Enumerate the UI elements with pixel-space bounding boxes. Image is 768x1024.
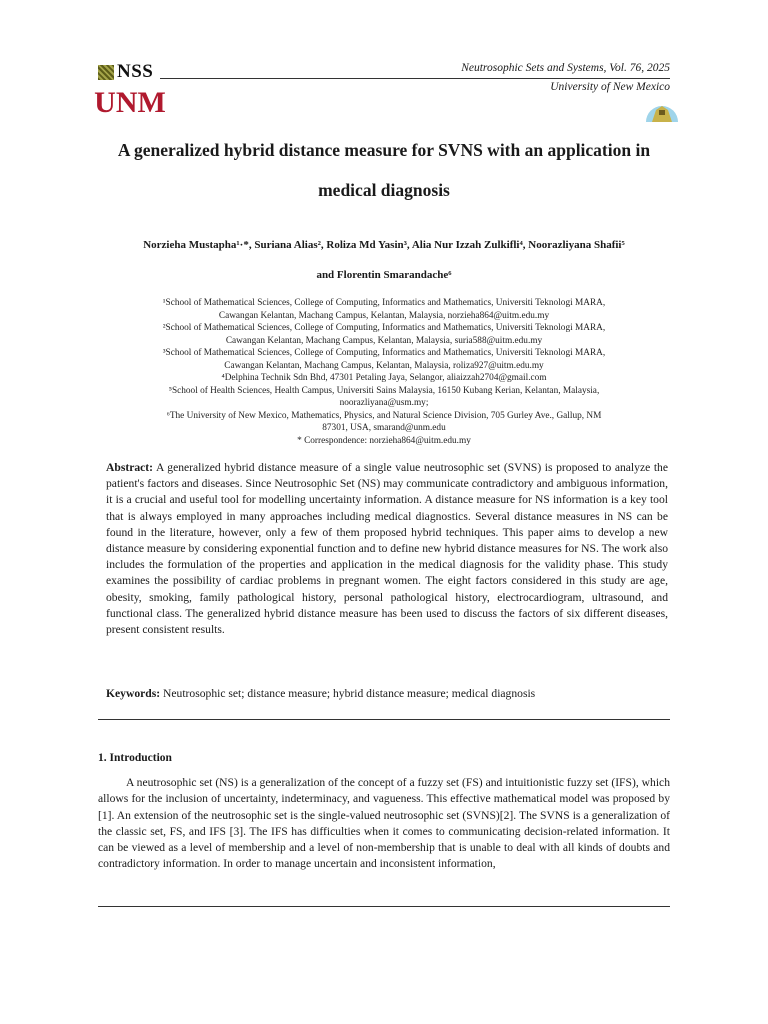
keywords-label: Keywords:: [106, 687, 161, 700]
neutrosophic-emblem-icon: [644, 96, 680, 122]
abstract: [106, 460, 668, 638]
section-heading: 1. Introduction: [98, 752, 172, 764]
introduction-text: A neutrosophic set (NS) is a generalization of the concept of a fuzzy set (FS) and intuitionistic fuzzy set (IFS), which allows for the inclusion of uncertainty, indeterminacy, and vagueness. This effective mathematical model was proposed by [1]. An extension of the neutrosophic set is the single-valued neutrosophic set (SVNS)[2]. The SVNS is a generalization of the classic set, FS, and IFS [3]. The IFS has difficulties when it comes to communicating decision-related information. It can be viewed as a level of membership and a level of non-membership that is unable to deal with all kinds of doubts and contradictory information. In order to manage uncertain and inconsistent information,: [98, 776, 670, 871]
affiliation-line: Cawangan Kelantan, Machang Campus, Kelantan, Malaysia, norzieha864@uitm.edu.my: [218, 310, 550, 321]
nss-logo: [98, 61, 153, 83]
affiliation-line: Cawangan Kelantan, Machang Campus, Kelantan, Malaysia, suria588@uitm.edu.my: [225, 335, 543, 346]
footer-rule: [98, 906, 670, 907]
keywords: [106, 686, 668, 702]
affiliation-line: ⁴Delphina Technik Sdn Bhd, 47301 Petaling Jaya, Selangor, aliaizzah2704@gmail.com: [221, 373, 547, 383]
abstract-text: A generalized hybrid distance measure of a single value neutrosophic set (SVNS) is proposed to analyze the patient's factors and diseases. Since Neutrosophic Set (NS) may communicate contradictory and ambiguous information, it is a crucial and useful tool for modelling uncertainty information. A distance measure for NS information is a key tool that is always employed in many approaches including medical diagnostics. Several distance measures in NS can be found in the literature, however, only a few of them proposed hybrid techniques. This paper aims to develop a new distance measure by considering exponential function and to define new hybrid distance measures for NS. The work also includes the formulation of the properties and application in the medical diagnosis for the validity phase. This study examines the possibility of cardiac problems in pregnant women. The eight factors considered in this study are age, obesity, smoking, family pathological history, personal pathological history, electrocardiogram, ultrasound, and functional class. The generalized hybrid distance measure has been used to discuss the factors of six different diseases, present consistent results.: [106, 461, 668, 637]
affiliation-line: Cawangan Kelantan, Machang Campus, Kelantan, Malaysia, roliza927@uitm.edu.my: [224, 360, 544, 371]
affiliation-line: ¹School of Mathematical Sciences, College of Computing, Informatics and Mathematics, Universiti Teknologi MARA,: [162, 298, 606, 308]
affiliation-line: ²School of Mathematical Sciences, College of Computing, Informatics and Mathematics, Universiti Teknologi MARA,: [162, 323, 606, 333]
affiliation-line: 87301, USA, smarand@unm.edu: [322, 423, 446, 433]
journal-name: Neutrosophic Sets and Systems, Vol. 76, 2025: [461, 62, 670, 74]
header-rule: [160, 78, 670, 79]
authors: [98, 230, 670, 290]
affiliation-line: ⁶The University of New Mexico, Mathematics, Physics, and Natural Science Division, 705 Gurley Ave., Gallup, NM: [166, 410, 602, 421]
affiliation-line: ⁵School of Health Sciences, Health Campus, Universiti Sains Malaysia, 16150 Kubang Kerian, Kelantan, Malaysia,: [168, 385, 600, 396]
affiliation-line: noorazliyana@usm.my;: [339, 398, 429, 408]
unm-logo-icon: [94, 82, 166, 120]
nss-emblem-icon: [98, 65, 114, 80]
university-name: University of New Mexico: [550, 81, 670, 93]
section-divider: [98, 719, 670, 720]
authors-line: and Florentin Smarandache⁶: [316, 269, 452, 281]
affiliations: [110, 297, 658, 447]
unm-logo-text: UNM: [94, 86, 166, 119]
affiliation-line: ³School of Mathematical Sciences, College of Computing, Informatics and Mathematics, Universiti Teknologi MARA,: [162, 348, 606, 358]
correspondence-line: * Correspondence: norzieha864@uitm.edu.my: [297, 435, 471, 446]
keywords-text: Neutrosophic set; distance measure; hybrid distance measure; medical diagnosis: [163, 687, 536, 700]
abstract-label: Abstract:: [106, 461, 154, 474]
authors-line: Norzieha Mustapha¹·*, Suriana Alias², Roliza Md Yasin³, Alia Nur Izzah Zulkifli⁴, Noorazliyana Shafii⁵: [143, 239, 625, 251]
paper-title: A generalized hybrid distance measure for SVNS with an application in medical diagnosis: [117, 140, 651, 200]
nss-logo-text: NSS: [117, 61, 154, 82]
